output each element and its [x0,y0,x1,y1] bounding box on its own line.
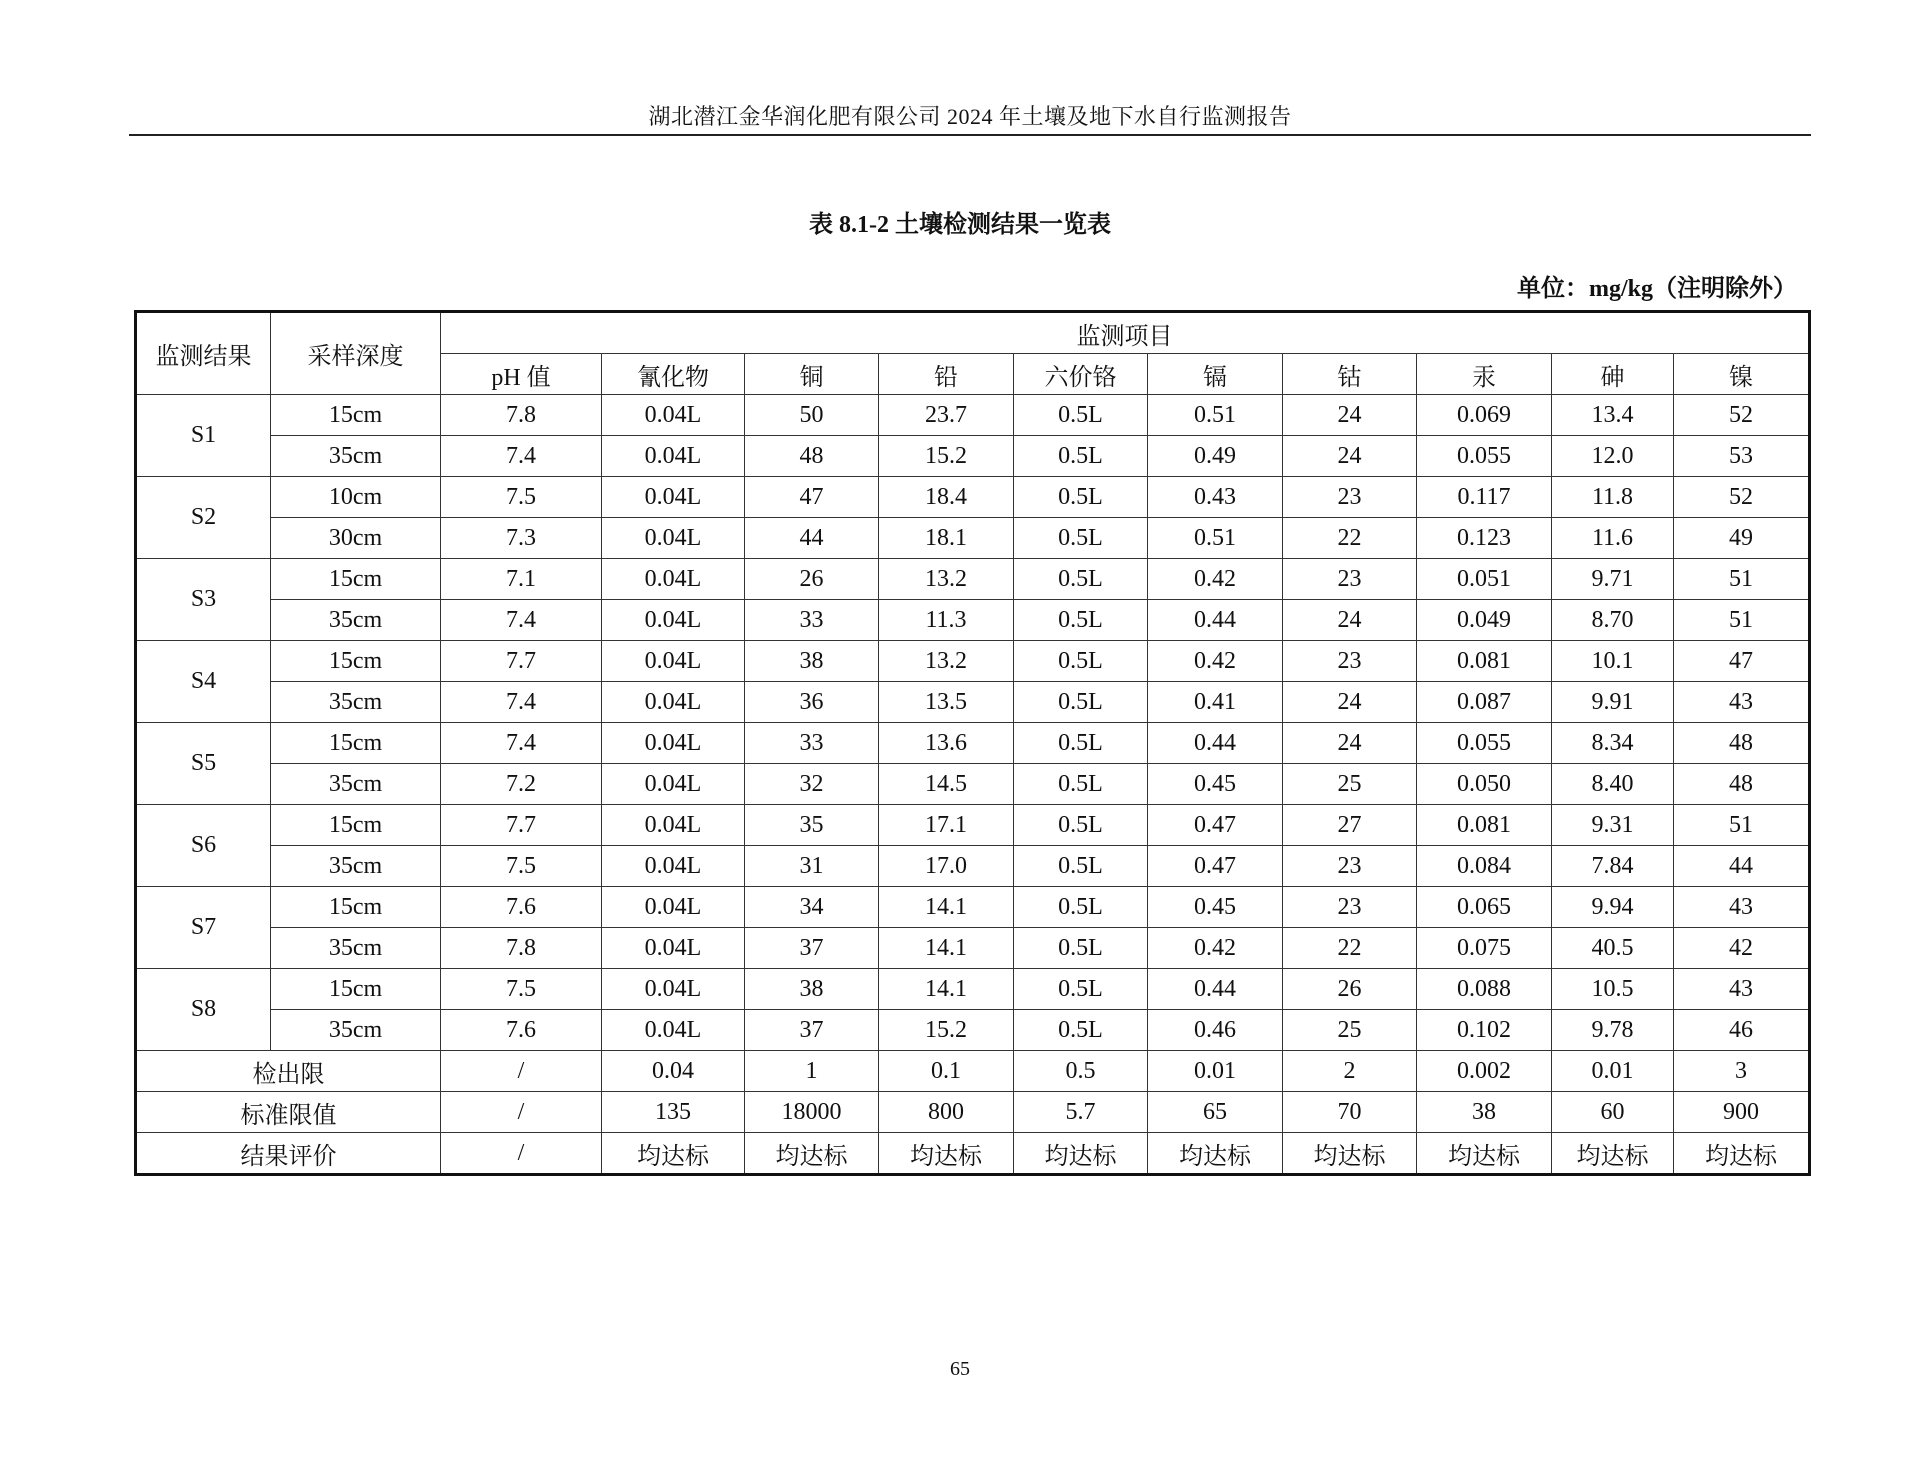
value-cell: 0.04L [602,436,745,477]
value-cell: 0.04L [602,887,745,928]
value-cell: 7.6 [441,1010,602,1051]
sample-name: S5 [136,723,271,805]
table-row [136,928,1810,969]
summary-value: 0.04 [602,1051,745,1092]
table-title: 表 8.1-2 土壤检测结果一览表 [809,212,1111,238]
summary-value: / [441,1051,602,1092]
summary-value: 0.01 [1552,1051,1674,1092]
value-cell: 53 [1674,436,1810,477]
summary-value: 1 [745,1051,879,1092]
value-cell: 13.2 [879,641,1014,682]
value-cell: 13.5 [879,682,1014,723]
value-cell: 0.123 [1417,518,1552,559]
value-cell: 7.1 [441,559,602,600]
sample-depth: 15cm [271,641,441,682]
value-cell: 0.46 [1148,1010,1283,1051]
value-cell: 33 [745,600,879,641]
summary-value: 均达标 [1417,1133,1552,1175]
value-cell: 18.4 [879,477,1014,518]
summary-row [136,1092,1810,1133]
value-cell: 24 [1283,682,1417,723]
table-row [136,805,1810,846]
header-result: 监测结果 [136,312,271,395]
value-cell: 7.8 [441,395,602,436]
sample-depth: 30cm [271,518,441,559]
value-cell: 23.7 [879,395,1014,436]
value-cell: 48 [745,436,879,477]
value-cell: 44 [745,518,879,559]
header-item: 钴 [1283,354,1417,395]
header-item: 镍 [1674,354,1810,395]
summary-value: 均达标 [745,1133,879,1175]
value-cell: 0.41 [1148,682,1283,723]
value-cell: 0.04L [602,805,745,846]
header-item: 铜 [745,354,879,395]
value-cell: 14.1 [879,928,1014,969]
table-row [136,641,1810,682]
value-cell: 10.1 [1552,641,1674,682]
summary-value: / [441,1133,602,1175]
value-cell: 7.5 [441,969,602,1010]
summary-value: 5.7 [1014,1092,1148,1133]
value-cell: 17.0 [879,846,1014,887]
sample-depth: 35cm [271,1010,441,1051]
value-cell: 11.8 [1552,477,1674,518]
table-row [136,436,1810,477]
sample-name: S4 [136,641,271,723]
value-cell: 8.40 [1552,764,1674,805]
value-cell: 22 [1283,518,1417,559]
table-row [136,395,1810,436]
value-cell: 0.04L [602,1010,745,1051]
value-cell: 0.04L [602,477,745,518]
value-cell: 0.5L [1014,887,1148,928]
value-cell: 7.7 [441,805,602,846]
value-cell: 0.44 [1148,969,1283,1010]
value-cell: 34 [745,887,879,928]
value-cell: 0.055 [1417,723,1552,764]
value-cell: 0.5L [1014,682,1148,723]
value-cell: 15.2 [879,436,1014,477]
value-cell: 0.5L [1014,559,1148,600]
value-cell: 13.2 [879,559,1014,600]
header-item: 砷 [1552,354,1674,395]
value-cell: 0.081 [1417,805,1552,846]
value-cell: 8.70 [1552,600,1674,641]
sample-depth: 35cm [271,600,441,641]
value-cell: 0.42 [1148,559,1283,600]
value-cell: 9.71 [1552,559,1674,600]
value-cell: 0.075 [1417,928,1552,969]
value-cell: 38 [745,641,879,682]
sample-name: S3 [136,559,271,641]
value-cell: 0.51 [1148,518,1283,559]
value-cell: 0.04L [602,723,745,764]
value-cell: 7.5 [441,477,602,518]
value-cell: 23 [1283,887,1417,928]
value-cell: 26 [1283,969,1417,1010]
value-cell: 0.5L [1014,518,1148,559]
value-cell: 24 [1283,436,1417,477]
value-cell: 0.45 [1148,887,1283,928]
table-row [136,518,1810,559]
value-cell: 0.055 [1417,436,1552,477]
summary-value: 均达标 [1552,1133,1674,1175]
value-cell: 0.084 [1417,846,1552,887]
header-items-group: 监测项目 [441,312,1810,354]
value-cell: 0.04L [602,395,745,436]
value-cell: 0.47 [1148,805,1283,846]
value-cell: 7.6 [441,887,602,928]
value-cell: 51 [1674,805,1810,846]
summary-value: 0.01 [1148,1051,1283,1092]
summary-value: 0.002 [1417,1051,1552,1092]
value-cell: 0.069 [1417,395,1552,436]
value-cell: 48 [1674,723,1810,764]
value-cell: 0.04L [602,764,745,805]
page-number: 65 [950,1358,970,1380]
value-cell: 42 [1674,928,1810,969]
header-divider [129,134,1811,136]
header-item: 镉 [1148,354,1283,395]
summary-value: 均达标 [879,1133,1014,1175]
value-cell: 0.51 [1148,395,1283,436]
value-cell: 7.2 [441,764,602,805]
value-cell: 0.5L [1014,764,1148,805]
value-cell: 0.117 [1417,477,1552,518]
value-cell: 7.4 [441,682,602,723]
value-cell: 0.04L [602,846,745,887]
table-row [136,600,1810,641]
value-cell: 0.04L [602,518,745,559]
value-cell: 13.4 [1552,395,1674,436]
value-cell: 0.5L [1014,723,1148,764]
value-cell: 17.1 [879,805,1014,846]
sample-depth: 35cm [271,682,441,723]
value-cell: 7.84 [1552,846,1674,887]
summary-value: 38 [1417,1092,1552,1133]
table-row [136,846,1810,887]
summary-value: 均达标 [602,1133,745,1175]
value-cell: 32 [745,764,879,805]
value-cell: 25 [1283,764,1417,805]
value-cell: 36 [745,682,879,723]
summary-row [136,1133,1810,1175]
value-cell: 0.04L [602,682,745,723]
value-cell: 9.91 [1552,682,1674,723]
value-cell: 0.081 [1417,641,1552,682]
table-row [136,969,1810,1010]
value-cell: 18.1 [879,518,1014,559]
value-cell: 7.8 [441,928,602,969]
header-item: 氰化物 [602,354,745,395]
value-cell: 23 [1283,559,1417,600]
value-cell: 23 [1283,477,1417,518]
summary-value: 135 [602,1092,745,1133]
value-cell: 7.5 [441,846,602,887]
value-cell: 35 [745,805,879,846]
header-item: 汞 [1417,354,1552,395]
sample-depth: 15cm [271,969,441,1010]
summary-value: 均达标 [1674,1133,1810,1175]
summary-label: 检出限 [136,1051,441,1092]
value-cell: 0.04L [602,928,745,969]
sample-depth: 35cm [271,436,441,477]
sample-name: S6 [136,805,271,887]
value-cell: 0.051 [1417,559,1552,600]
unit-note: 单位：mg/kg（注明除外） [1516,276,1797,302]
value-cell: 0.087 [1417,682,1552,723]
value-cell: 22 [1283,928,1417,969]
value-cell: 0.42 [1148,928,1283,969]
header-row-1 [136,312,1810,354]
value-cell: 51 [1674,559,1810,600]
value-cell: 14.1 [879,887,1014,928]
value-cell: 23 [1283,846,1417,887]
summary-value: 18000 [745,1092,879,1133]
table-row [136,723,1810,764]
value-cell: 0.04L [602,559,745,600]
value-cell: 15.2 [879,1010,1014,1051]
value-cell: 0.5L [1014,395,1148,436]
value-cell: 0.5L [1014,805,1148,846]
value-cell: 37 [745,928,879,969]
value-cell: 43 [1674,887,1810,928]
sample-depth: 35cm [271,846,441,887]
sample-depth: 35cm [271,928,441,969]
sample-depth: 15cm [271,395,441,436]
value-cell: 24 [1283,723,1417,764]
value-cell: 0.088 [1417,969,1552,1010]
value-cell: 8.34 [1552,723,1674,764]
value-cell: 23 [1283,641,1417,682]
value-cell: 52 [1674,395,1810,436]
header-item: pH 值 [441,354,602,395]
value-cell: 48 [1674,764,1810,805]
table-head [136,312,1810,395]
value-cell: 0.44 [1148,723,1283,764]
table-row [136,764,1810,805]
summary-value: 2 [1283,1051,1417,1092]
value-cell: 9.78 [1552,1010,1674,1051]
value-cell: 9.94 [1552,887,1674,928]
value-cell: 0.050 [1417,764,1552,805]
report-header: 湖北潜江金华润化肥有限公司 2024 年土壤及地下水自行监测报告 [648,104,1292,129]
summary-value: / [441,1092,602,1133]
header-item: 六价铬 [1014,354,1148,395]
value-cell: 52 [1674,477,1810,518]
sample-depth: 15cm [271,887,441,928]
sample-name: S1 [136,395,271,477]
value-cell: 44 [1674,846,1810,887]
summary-value: 3 [1674,1051,1810,1092]
summary-value: 均达标 [1148,1133,1283,1175]
sample-depth: 15cm [271,805,441,846]
summary-row [136,1051,1810,1092]
value-cell: 11.3 [879,600,1014,641]
value-cell: 47 [745,477,879,518]
value-cell: 9.31 [1552,805,1674,846]
value-cell: 27 [1283,805,1417,846]
value-cell: 50 [745,395,879,436]
value-cell: 0.049 [1417,600,1552,641]
value-cell: 0.47 [1148,846,1283,887]
value-cell: 33 [745,723,879,764]
soil-results-table [134,310,1811,1176]
value-cell: 14.5 [879,764,1014,805]
value-cell: 7.4 [441,723,602,764]
value-cell: 13.6 [879,723,1014,764]
value-cell: 0.065 [1417,887,1552,928]
value-cell: 26 [745,559,879,600]
header-depth: 采样深度 [271,312,441,395]
sample-depth: 15cm [271,723,441,764]
summary-value: 0.5 [1014,1051,1148,1092]
header-item: 铅 [879,354,1014,395]
value-cell: 0.04L [602,641,745,682]
value-cell: 7.3 [441,518,602,559]
value-cell: 14.1 [879,969,1014,1010]
value-cell: 0.49 [1148,436,1283,477]
summary-value: 60 [1552,1092,1674,1133]
value-cell: 7.4 [441,436,602,477]
value-cell: 10.5 [1552,969,1674,1010]
sample-name: S7 [136,887,271,969]
value-cell: 38 [745,969,879,1010]
summary-value: 0.1 [879,1051,1014,1092]
value-cell: 43 [1674,969,1810,1010]
value-cell: 24 [1283,600,1417,641]
sample-name: S2 [136,477,271,559]
summary-label: 标准限值 [136,1092,441,1133]
sample-depth: 35cm [271,764,441,805]
summary-value: 900 [1674,1092,1810,1133]
table-row [136,1010,1810,1051]
table-row [136,887,1810,928]
value-cell: 0.5L [1014,477,1148,518]
value-cell: 11.6 [1552,518,1674,559]
summary-value: 均达标 [1283,1133,1417,1175]
value-cell: 49 [1674,518,1810,559]
value-cell: 43 [1674,682,1810,723]
value-cell: 0.42 [1148,641,1283,682]
value-cell: 0.04L [602,969,745,1010]
value-cell: 40.5 [1552,928,1674,969]
value-cell: 12.0 [1552,436,1674,477]
table-row [136,477,1810,518]
summary-value: 800 [879,1092,1014,1133]
value-cell: 25 [1283,1010,1417,1051]
sample-name: S8 [136,969,271,1051]
value-cell: 0.45 [1148,764,1283,805]
table-row [136,559,1810,600]
value-cell: 47 [1674,641,1810,682]
value-cell: 7.7 [441,641,602,682]
value-cell: 0.5L [1014,600,1148,641]
value-cell: 51 [1674,600,1810,641]
sample-depth: 10cm [271,477,441,518]
value-cell: 0.04L [602,600,745,641]
value-cell: 0.5L [1014,969,1148,1010]
sample-depth: 15cm [271,559,441,600]
value-cell: 7.4 [441,600,602,641]
value-cell: 0.5L [1014,846,1148,887]
table-body [136,395,1810,1175]
value-cell: 31 [745,846,879,887]
summary-value: 70 [1283,1092,1417,1133]
summary-value: 均达标 [1014,1133,1148,1175]
value-cell: 0.102 [1417,1010,1552,1051]
value-cell: 46 [1674,1010,1810,1051]
value-cell: 0.5L [1014,1010,1148,1051]
value-cell: 0.5L [1014,928,1148,969]
summary-value: 65 [1148,1092,1283,1133]
value-cell: 24 [1283,395,1417,436]
summary-label: 结果评价 [136,1133,441,1175]
value-cell: 0.43 [1148,477,1283,518]
table-row [136,682,1810,723]
value-cell: 37 [745,1010,879,1051]
value-cell: 0.44 [1148,600,1283,641]
value-cell: 0.5L [1014,641,1148,682]
value-cell: 0.5L [1014,436,1148,477]
